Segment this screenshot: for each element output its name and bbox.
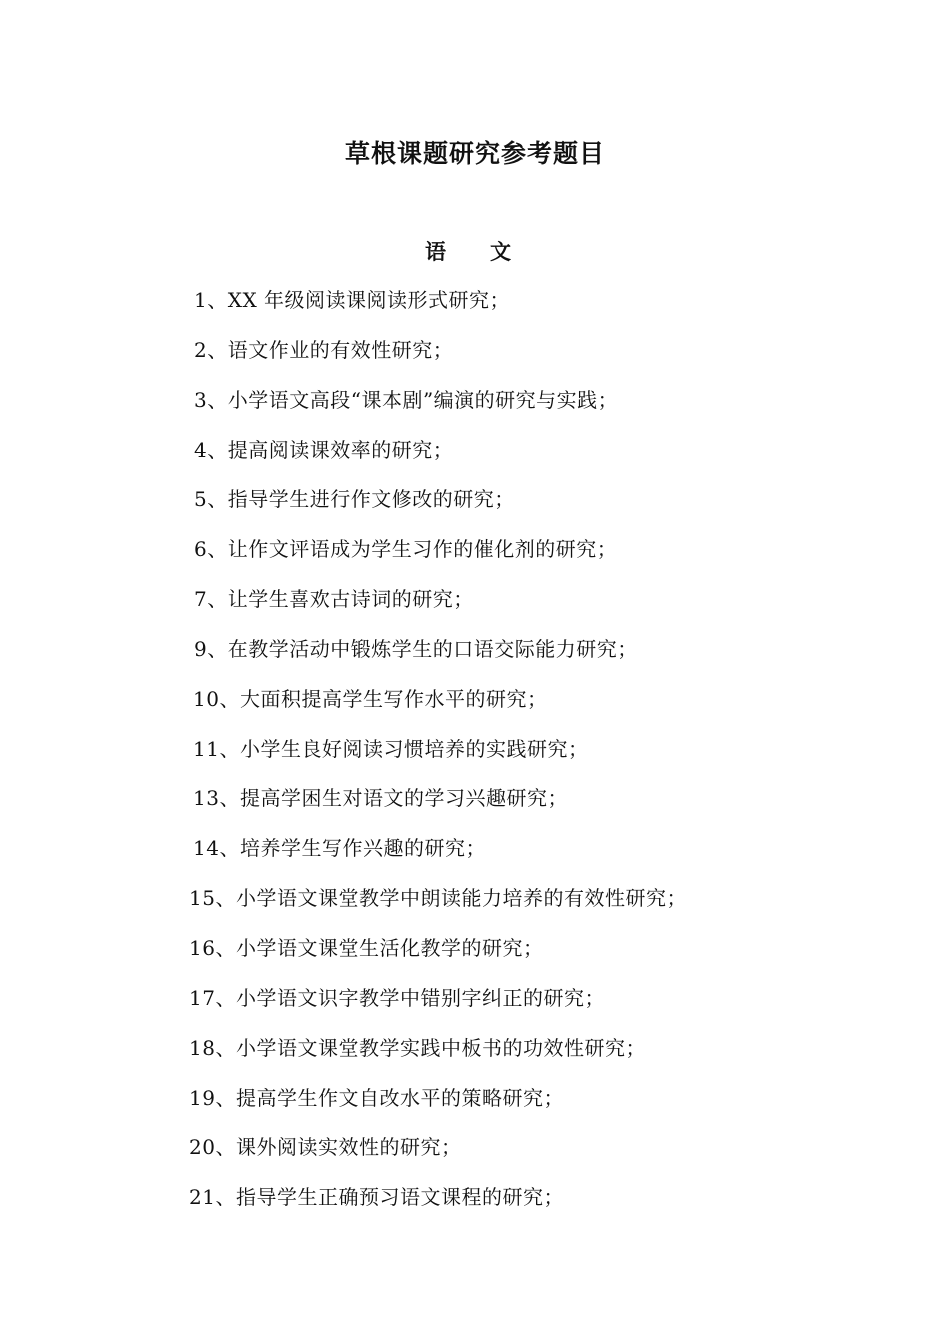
- topic-item: 14、培养学生写作兴趣的研究；: [193, 836, 486, 861]
- topic-item: 19、提高学生作文自改水平的策略研究；: [189, 1085, 564, 1110]
- topic-item: 4、提高阅读课效率的研究；: [194, 437, 454, 462]
- topic-item: 20、课外阅读实效性的研究；: [189, 1135, 462, 1160]
- topic-item: 3、小学语文高段“课本剧”编演的研究与实践；: [194, 387, 619, 412]
- topic-item: 11、小学生良好阅读习惯培养的实践研究；: [193, 736, 589, 761]
- topic-item: 18、小学语文课堂教学实践中板书的功效性研究；: [189, 1035, 646, 1060]
- topic-item: 10、大面积提高学生写作水平的研究；: [193, 686, 548, 711]
- topic-item: 1、XX 年级阅读课阅读形式研究；: [194, 288, 511, 312]
- section-heading: 语文: [425, 239, 555, 264]
- topic-item: 5、指导学生进行作文修改的研究；: [194, 487, 515, 512]
- topic-item: 7、让学生喜欢古诗词的研究；: [194, 587, 474, 612]
- topic-item: 21、指导学生正确预习语文课程的研究；: [189, 1185, 564, 1210]
- topic-item: 9、在教学活动中锻炼学生的口语交际能力研究；: [194, 636, 638, 661]
- topic-item: 15、小学语文课堂教学中朗读能力培养的有效性研究；: [189, 886, 687, 911]
- topic-item: 13、提高学困生对语文的学习兴趣研究；: [193, 786, 568, 811]
- topic-item: 6、让作文评语成为学生习作的催化剂的研究；: [194, 537, 618, 562]
- document-title: 草根课题研究参考题目: [344, 139, 605, 168]
- topic-item: 2、语文作业的有效性研究；: [194, 337, 454, 362]
- topic-item: 17、小学语文识字教学中错别字纠正的研究；: [189, 985, 605, 1010]
- topic-item: 16、小学语文课堂生活化教学的研究；: [189, 935, 544, 960]
- topic-list: [0, 282, 950, 1229]
